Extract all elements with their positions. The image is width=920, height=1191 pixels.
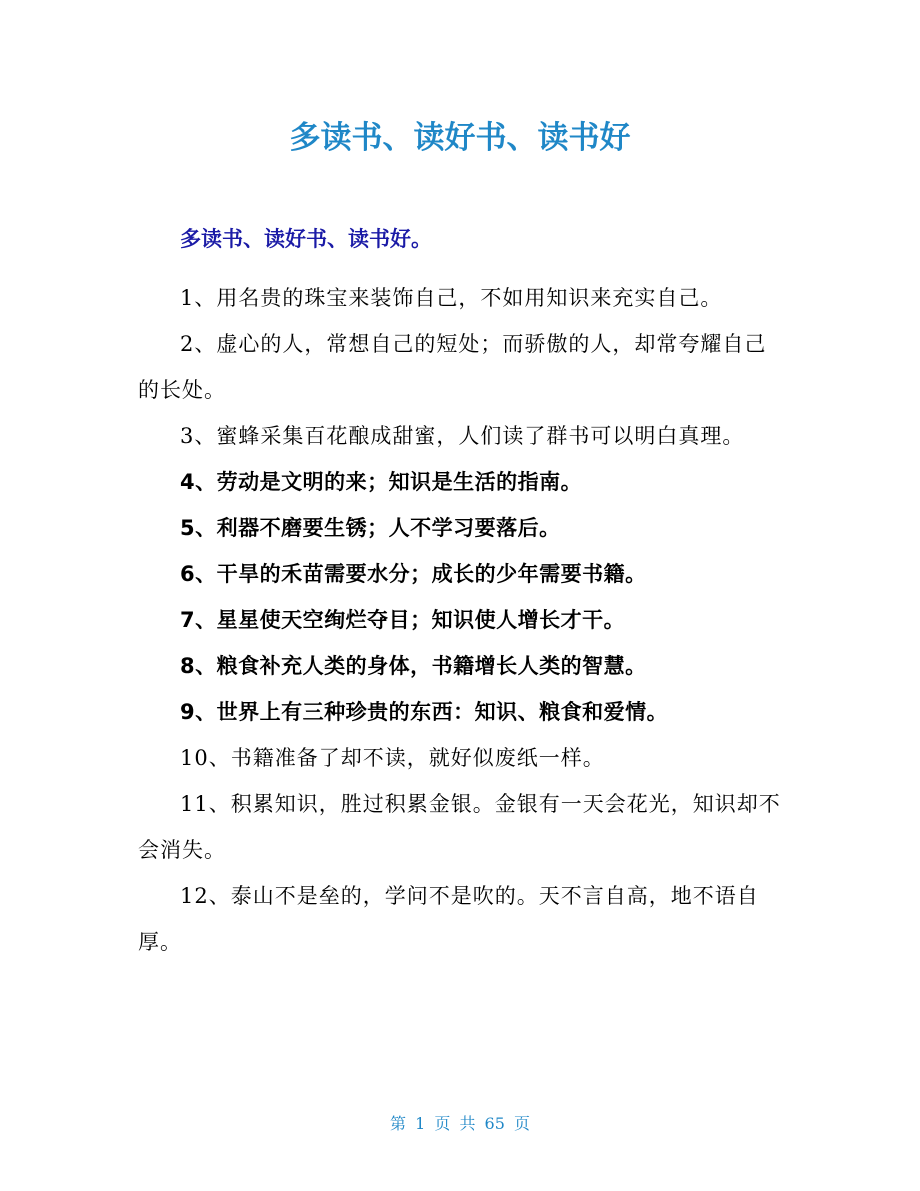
list-item: 6、干旱的禾苗需要水分；成长的少年需要书籍。: [180, 562, 647, 586]
list-item: 8、粮食补充人类的身体，书籍增长人类的智慧。: [180, 654, 647, 678]
list-item: 11、积累知识，胜过积累金银。金银有一天会花光，知识却不会消失。: [138, 792, 781, 862]
page-number-footer: 第 1 页 共 65 页: [390, 1114, 530, 1133]
list-item: 7、星星使天空绚烂夺目；知识使人增长才干。: [180, 608, 626, 632]
list-item: 2、虚心的人，常想自己的短处；而骄傲的人，却常夸耀自己的长处。: [138, 332, 767, 402]
list-item: 10、书籍准备了却不读，就好似废纸一样。: [180, 746, 605, 770]
quote-list: [138, 275, 783, 965]
section-heading: 多读书、读好书、读书好。: [180, 227, 432, 251]
list-item: 5、利器不磨要生锈；人不学习要落后。: [180, 516, 561, 540]
document-title: 多读书、读好书、读书好: [289, 120, 631, 156]
list-item: 1、用名贵的珠宝来装饰自己，不如用知识来充实自己。: [180, 286, 723, 310]
list-item: 12、泰山不是垒的，学问不是吹的。天不言自高，地不语自厚。: [138, 884, 759, 954]
list-item: 9、世界上有三种珍贵的东西：知识、粮食和爱情。: [180, 700, 669, 724]
list-item: 3、蜜蜂采集百花酿成甜蜜，人们读了群书可以明白真理。: [180, 424, 745, 448]
list-item: 4、劳动是文明的来；知识是生活的指南。: [180, 470, 583, 494]
